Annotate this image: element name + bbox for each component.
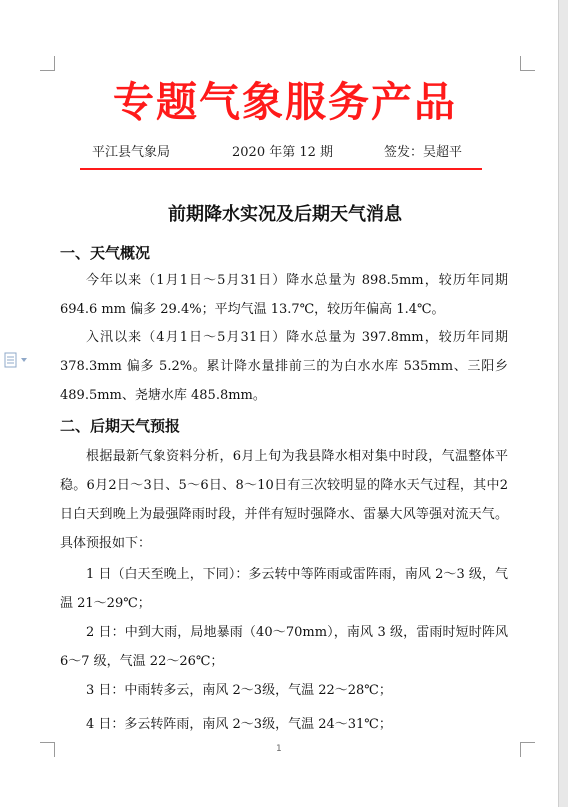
- red-divider: [80, 168, 482, 170]
- crop-mark-top-right: [520, 56, 535, 71]
- forecast-day-1: 1 日（白天至晚上，下同）：多云转中等阵雨或雷阵雨，南风 2～3 级，气温 21～29℃；: [60, 567, 508, 611]
- section-heading-forecast: 二、后期天气预报: [60, 417, 181, 435]
- issue-number: 2020 年第 12 期: [232, 145, 334, 160]
- document-title: 前期降水实况及后期天气消息: [168, 204, 402, 225]
- section-heading-overview: 一、天气概况: [60, 244, 151, 262]
- page-number: 1: [276, 744, 282, 754]
- forecast-day-4: 4 日：多云转阵雨，南风 2～3级，气温 24～31℃；: [86, 717, 392, 732]
- paragraph-flood-season: 入汛以来（4月1日～5月31日）降水总量为 397.8mm，较历年同期 378.3mm 偏多 5.2%。累计降水量排前三的为白水水库 535mm、三阳乡 489.5mm、尧塘水库 485.8mm。: [60, 330, 508, 403]
- crop-mark-bottom-left: [40, 742, 55, 757]
- issuer: 平江县气象局: [92, 145, 171, 160]
- banner-title: 专题气象服务产品: [113, 78, 457, 126]
- forecast-day-2: 2 日：中到大雨，局地暴雨（40～70mm），南风 3 级，雷雨时短时阵风 6～7 级，气温 22～26℃；: [60, 625, 508, 669]
- crop-mark-top-left: [40, 56, 55, 71]
- document-icon[interactable]: [4, 352, 30, 368]
- forecast-day-3: 3 日：中雨转多云，南风 2～3级，气温 22～28℃；: [86, 683, 392, 698]
- paragraph-year-precip: 今年以来（1月1日～5月31日）降水总量为 898.5mm，较历年同期 694.6 mm 偏多 29.4%；平均气温 13.7℃，较历年偏高 1.4℃。: [60, 273, 508, 317]
- paragraph-forecast: 根据最新气象资料分析，6月上旬为我县降水相对集中时段，气温整体平稳。6月2日～3日、5～6日、8～10日有三次较明显的降水天气过程，其中2日白天到晚上为最强降雨时段，并伴有短时强降水、雷暴大风等强对流天气。具体预报如下：: [60, 449, 508, 551]
- crop-mark-bottom-right: [520, 742, 535, 757]
- signer: 签发：吴超平: [384, 145, 463, 160]
